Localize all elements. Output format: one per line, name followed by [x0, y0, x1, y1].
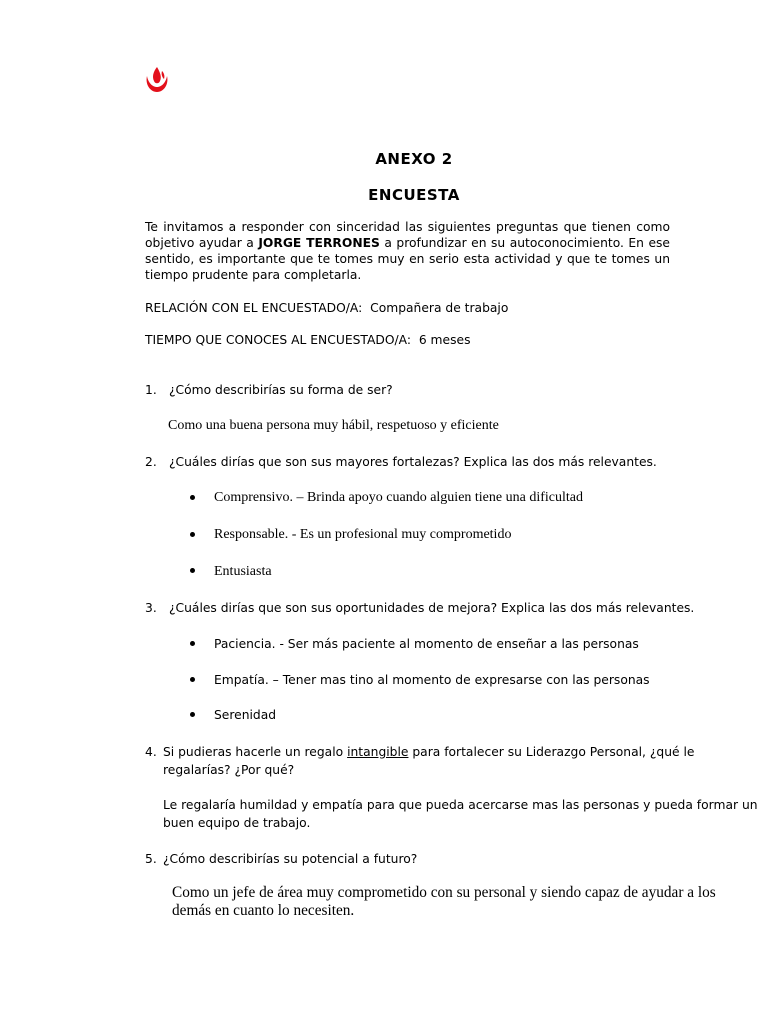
intro-text-2: a profundizar en su autoconocimiento. En ese sentido, es importante que te tomes muy en serio esta actividad y que te tomes un tiempo prudente para completarla.	[145, 236, 670, 282]
question-4-text-b: para fortalecer su Liderazgo Personal, ¿qué le	[408, 745, 695, 759]
relation-line	[145, 300, 508, 316]
intro-paragraph	[145, 219, 670, 283]
strength-tail: . – Brinda apoyo cuando alguien tiene una dificultad	[289, 490, 583, 505]
answer-4-line-2: buen equipo de trabajo.	[163, 816, 311, 830]
question-5-text: ¿Cómo describirías su potencial a futuro?	[163, 852, 418, 866]
bullet-icon	[190, 641, 195, 646]
improvement-item: Serenidad	[214, 708, 277, 722]
strength-item	[214, 563, 272, 581]
strength-head: Entusiasta	[214, 564, 272, 579]
question-5-number: 5.	[145, 852, 157, 866]
page-title: ENCUESTA	[368, 186, 460, 204]
question-4-text-a: Si pudieras hacerle un regalo	[163, 745, 348, 759]
time-label: TIEMPO QUE CONOCES AL ENCUESTADO/A:	[145, 333, 411, 347]
intro-text-1: Te invitamos a responder con sinceridad las siguientes preguntas que tienen como objetivo ayudar a	[145, 220, 670, 250]
improvement-item: Paciencia. - Ser más paciente al momento de enseñar a las personas	[214, 637, 639, 651]
bullet-icon	[190, 532, 195, 537]
answer-5-line-1: Como un jefe de área muy comprometido con su personal y siendo capaz de ayudar a los	[172, 884, 716, 901]
question-3-number: 3.	[145, 601, 157, 615]
question-1-number: 1.	[145, 383, 157, 397]
flame-logo-icon	[141, 64, 173, 96]
improvement-item: Empatía. – Tener mas tino al momento de expresarse con las personas	[214, 673, 650, 687]
strength-item	[214, 526, 511, 544]
answer-5-line-2: demás en cuanto lo necesiten.	[172, 902, 355, 919]
bullet-icon	[190, 712, 195, 717]
question-1-text: ¿Cómo describirías su forma de ser?	[169, 383, 393, 397]
strength-head: Comprensivo	[214, 490, 290, 505]
strength-tail: . - Es un profesional muy comprometido	[284, 527, 512, 542]
bullet-icon	[190, 568, 195, 573]
bullet-icon	[190, 495, 195, 500]
answer-4-line-1: Le regalaría humildad y empatía para que pueda acercarse mas las personas y pueda formar un	[163, 798, 758, 812]
strength-head: Responsable	[214, 527, 285, 542]
question-4-text-c: regalarías? ¿Por qué?	[163, 763, 295, 777]
question-4-text	[163, 744, 694, 760]
subject-name: JORGE TERRONES	[258, 236, 380, 250]
relation-label: RELACIÓN CON EL ENCUESTADO/A:	[145, 301, 363, 315]
annex-title: ANEXO 2	[375, 150, 453, 168]
question-2-text: ¿Cuáles dirías que son sus mayores fortalezas? Explica las dos más relevantes.	[169, 455, 657, 469]
time-line	[145, 332, 470, 348]
time-value: 6 meses	[418, 333, 471, 347]
question-2-number: 2.	[145, 455, 157, 469]
question-4-number: 4.	[145, 745, 157, 759]
strength-item	[214, 489, 583, 507]
answer-1: Como una buena persona muy hábil, respetuoso y eficiente	[168, 418, 499, 433]
question-3-text: ¿Cuáles dirías que son sus oportunidades de mejora? Explica las dos más relevantes.	[169, 601, 695, 615]
relation-value: Compañera de trabajo	[370, 301, 509, 315]
question-4-underlined: intangible	[347, 745, 409, 759]
bullet-icon	[190, 677, 195, 682]
